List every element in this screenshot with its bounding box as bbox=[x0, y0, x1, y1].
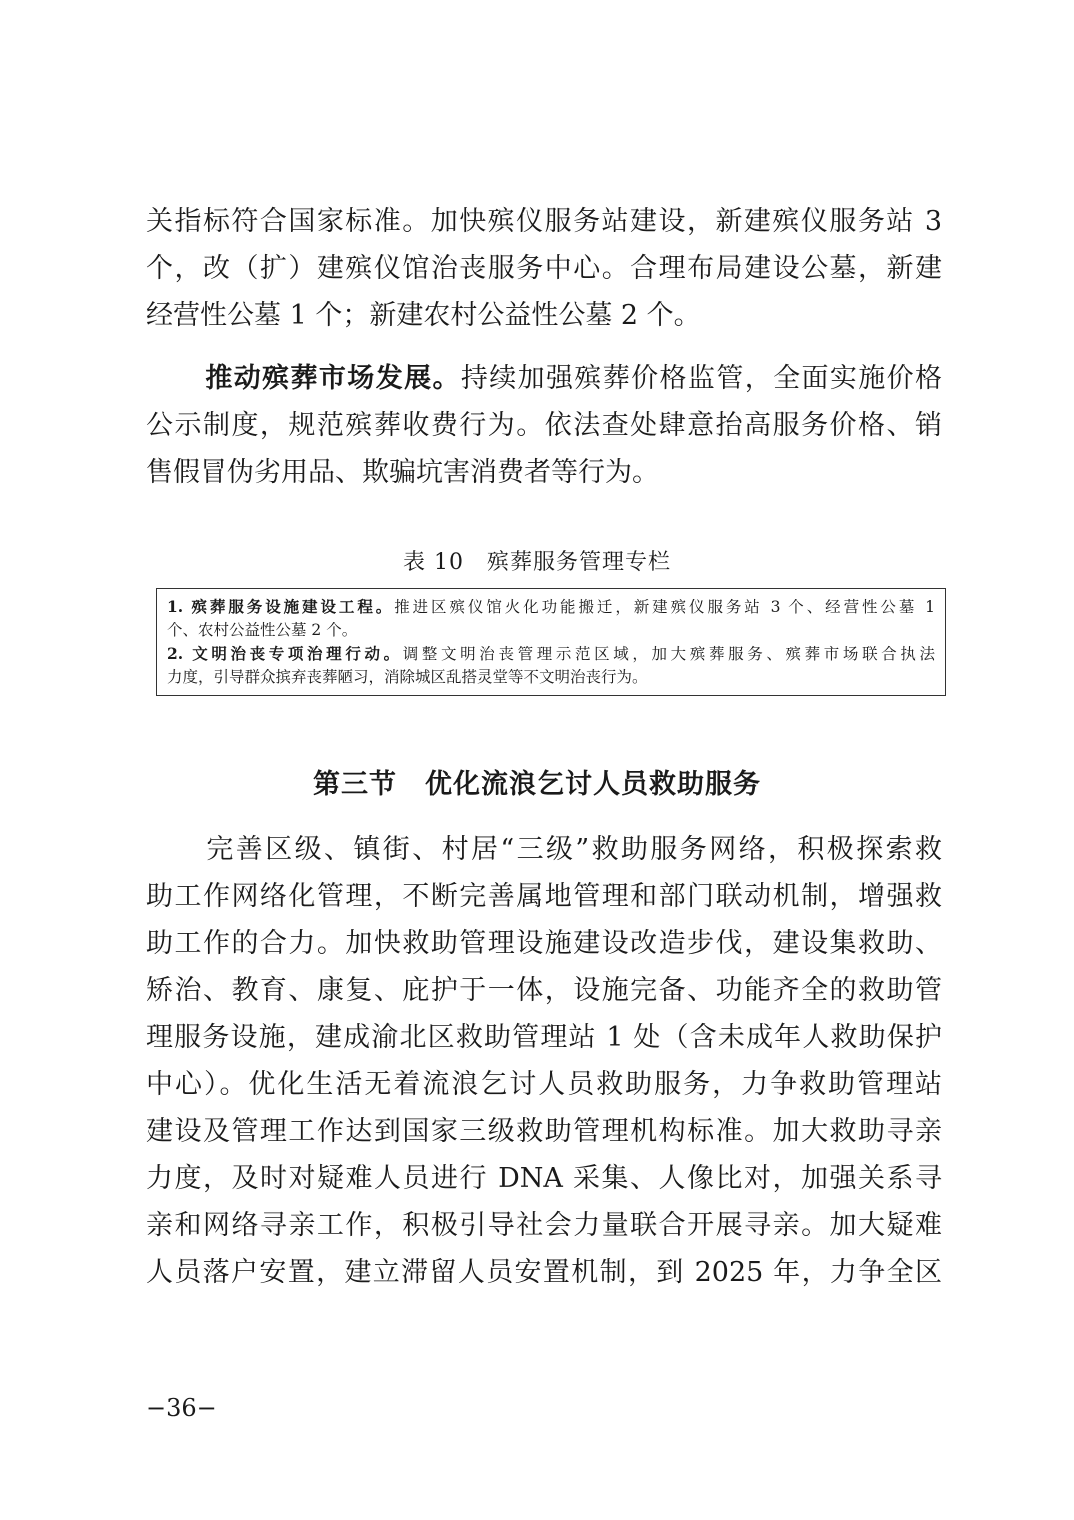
paragraph-funeral-market bbox=[146, 355, 942, 496]
text-line: 经营性公墓 1 个；新建农村公益性公墓 2 个。 bbox=[146, 300, 701, 331]
text-line: 亲和网络寻亲工作，积极引导社会力量联合开展寻亲。加大疑难 bbox=[146, 1210, 942, 1241]
text-line: 建设及管理工作达到国家三级救助管理机构标准。加大救助寻亲 bbox=[146, 1116, 942, 1147]
text-line: 售假冒伪劣用品、欺骗坑害消费者等行为。 bbox=[146, 457, 659, 488]
paragraph-facility-standards bbox=[146, 198, 942, 339]
table-item-2-line bbox=[167, 642, 935, 666]
text-line: 中心）。优化生活无着流浪乞讨人员救助服务，力争救助管理站 bbox=[146, 1069, 942, 1100]
text-line bbox=[146, 355, 942, 402]
text-line: 矫治、教育、康复、庇护于一体，设施完备、功能齐全的救助管 bbox=[146, 975, 942, 1006]
text-line: 力度，及时对疑难人员进行 DNA 采集、人像比对，加强关系寻 bbox=[146, 1163, 942, 1194]
section-heading: 第三节 优化流浪乞讨人员救助服务 bbox=[313, 769, 761, 800]
table-item-1-line bbox=[167, 595, 935, 619]
funeral-service-table-box bbox=[156, 588, 946, 696]
table-item-1-line: 个、农村公益性公墓 2 个。 bbox=[167, 621, 358, 639]
table-caption: 表 10 殡葬服务管理专栏 bbox=[403, 550, 671, 575]
text-span: 持续加强殡葬价格监管，全面实施价格 bbox=[460, 363, 943, 394]
text-line: 人员落户安置，建立滞留人员安置机制，到 2025 年，力争全区 bbox=[146, 1257, 942, 1288]
table-item-1-title: 1. 殡葬服务设施建设工程。 bbox=[167, 597, 395, 616]
text-line: 个，改（扩）建殡仪馆治丧服务中心。合理布局建设公墓，新建 bbox=[146, 253, 942, 284]
table-item-2-title: 2. 文明治丧专项治理行动。 bbox=[167, 644, 403, 663]
text-line: 理服务设施，建成渝北区救助管理站 1 处（含未成年人救助保护 bbox=[146, 1022, 942, 1053]
paragraph-lead-heading: 推动殡葬市场发展。 bbox=[204, 363, 461, 394]
text-span: 完善区级、镇街、村居“三级”救助服务网络，积极探索救 bbox=[204, 834, 942, 865]
table-item-2-line: 力度，引导群众摈弃丧葬陋习，消除城区乱搭灵堂等不文明治丧行为。 bbox=[167, 668, 648, 686]
text-line: 关指标符合国家标准。加快殡仪服务站建设，新建殡仪服务站 3 bbox=[146, 206, 942, 237]
text-span: 调整文明治丧管理示范区域，加大殡葬服务、殡葬市场联合执法 bbox=[402, 645, 935, 663]
text-span: 推进区殡仪馆火化功能搬迁，新建殡仪服务站 3 个、经营性公墓 1 bbox=[394, 598, 935, 616]
text-line bbox=[146, 826, 942, 873]
paragraph-rescue-services bbox=[146, 826, 942, 1296]
text-line: 助工作的合力。加快救助管理设施建设改造步伐，建设集救助、 bbox=[146, 928, 942, 959]
text-line: 公示制度，规范殡葬收费行为。依法查处肆意抬高服务价格、销 bbox=[146, 410, 942, 441]
page-number: −36− bbox=[146, 1394, 217, 1422]
text-line: 助工作网络化管理，不断完善属地管理和部门联动机制，增强救 bbox=[146, 881, 942, 912]
